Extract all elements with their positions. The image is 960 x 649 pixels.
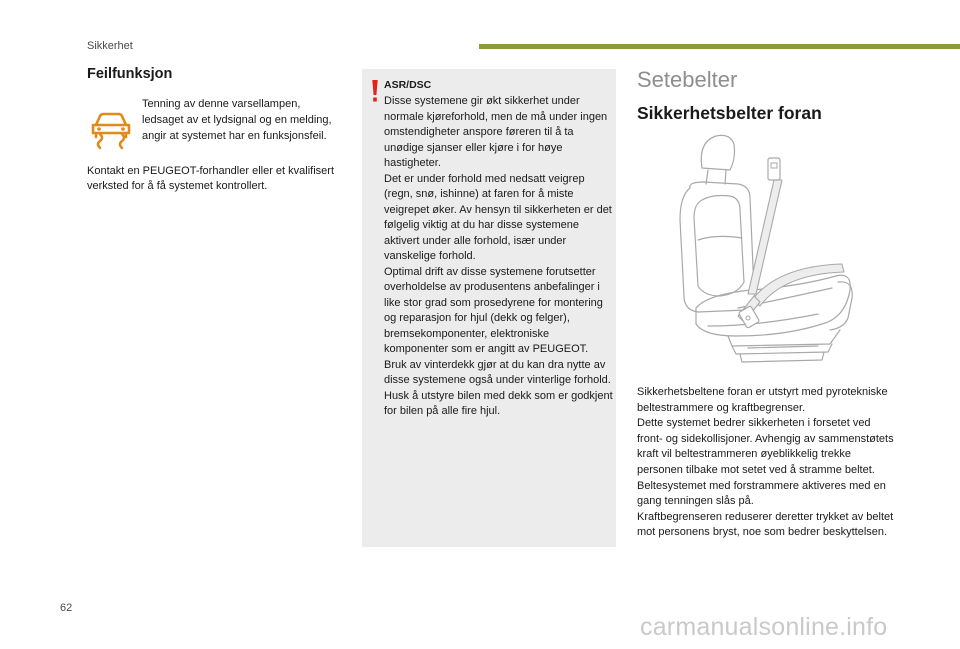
skidding-car-warning-icon [87,108,135,150]
page-number: 62 [60,602,73,614]
front-seatbelts-description: Sikkerhetsbeltene foran er utstyrt med pyrotekniske beltestrammere og kraftbegrenser. Dette systemet bedrer sikkerheten i forsetet ved front- og sidekollisjoner. Avhengig av sammenstøtets kraft vil beltestrammeren øyeblikkelig trekke personen tilbake mot setet ved å stramme beltet. Beltesystemet med forstrammere aktiveres med en gang tenningen slås på. Kraftbegrenseren reduserer deretter trykket av beltet mot personens bryst, noe som bedrer beskyttelsen. [637,386,894,539]
asr-dsc-title: ASR/DSC [384,79,432,91]
setebelter-section-title: Setebelter [637,67,738,92]
watermark-text: carmanualsonline.info [640,613,888,641]
feilfunksjon-heading: Feilfunksjon [87,66,173,82]
warning-lamp-description: Tenning av denne varsellampen, ledsaget av et lydsignal og en melding, angir at systemet har en funksjonsfeil. [142,98,332,142]
feilfunksjon-column [87,66,349,194]
front-seatbelts-subtitle: Sikkerhetsbelter foran [637,103,822,123]
exclamation-icon [371,79,379,103]
asr-dsc-body: Disse systemene gir økt sikkerhet under normale kjøreforhold, men de må under ingen omstendigheter anspore føreren til å ta unødige sjanser eller kjøre i for høye hastigheter. Det er under forhold med nedsatt veigrep (regn, snø, ishinne) at faren for å miste veigrepet øker. Av hensyn til sikkerheten er det følgelig viktig at du har disse systemene aktivert under alle forhold, især under vanskelige forhold. Optimal drift av disse systemene forutsetter overholdelse av produsentens anbefalinger i like stor grad som prosedyrene for montering og reparasjon for hjul (dekk og felger), bremsekomponenter, elektroniske komponenter som er angitt av PEUGEOT. Bruk av vinterdekk gjør at du kan dra nytte av disse systemene også under vinterlige forhold. Husk å utstyre bilen med dekk som er godkjent for bilen på alle fire hjul. [384,95,613,417]
setebelter-column [637,66,897,124]
header-accent-rule [479,44,960,49]
section-header-label: Sikkerhet [87,40,133,52]
warning-lamp-row [87,96,349,150]
contact-dealer-text: Kontakt en PEUGEOT-forhandler eller et kvalifisert verksted for å få systemet kontrollert. [87,165,334,192]
seat-with-seatbelt-illustration [668,130,858,372]
